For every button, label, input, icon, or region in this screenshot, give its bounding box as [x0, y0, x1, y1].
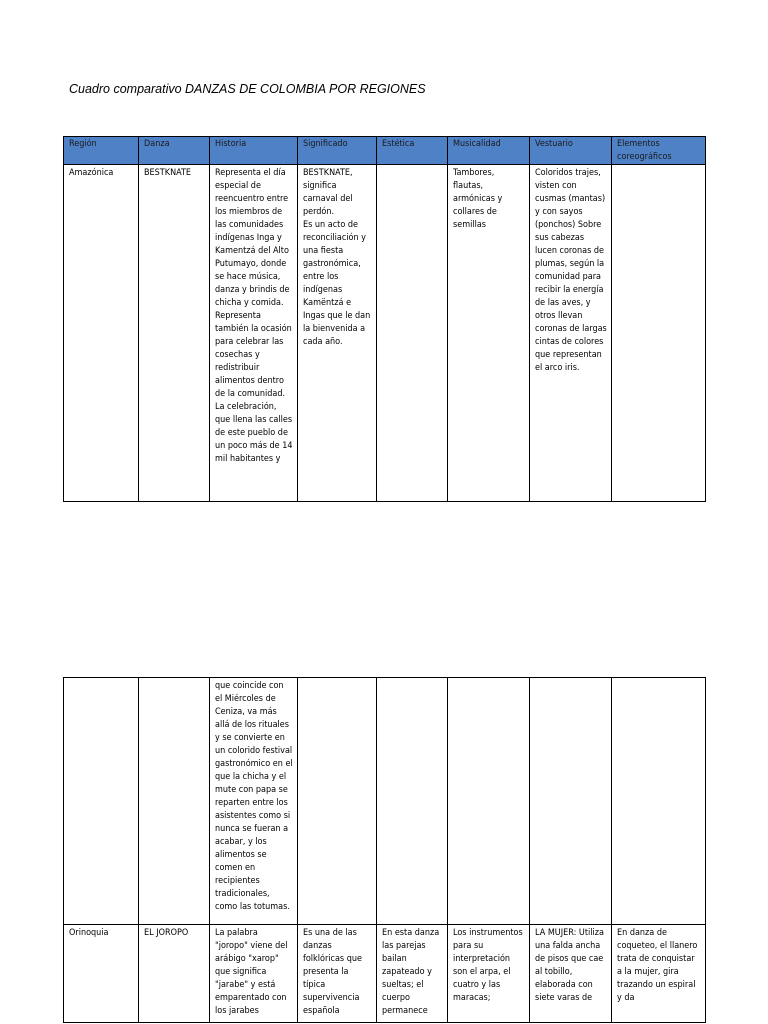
- header-danza: Danza: [139, 137, 210, 165]
- table-row-orinoquia: [64, 925, 706, 1023]
- comparison-table-page-2: [63, 677, 706, 1023]
- header-elementos-coreograficos: Elementos coreográficos: [612, 137, 706, 165]
- cell-elementos: En danza de coqueteo, el llanero trata de conquistar a la mujer, gira trazando un espiral y da: [612, 925, 706, 1023]
- cell-elementos-empty: [612, 678, 706, 925]
- document-title: Cuadro comparativo DANZAS DE COLOMBIA POR REGIONES: [69, 82, 426, 96]
- header-musicalidad: Musicalidad: [448, 137, 530, 165]
- cell-region: Orinoquia: [64, 925, 139, 1023]
- header-estetica: Estética: [377, 137, 448, 165]
- cell-estetica-empty: [377, 678, 448, 925]
- cell-significado: Es una de las danzas folklóricas que presenta la típica supervivencia española: [298, 925, 377, 1023]
- cell-estetica: [377, 165, 448, 502]
- cell-vestuario: Coloridos trajes, visten con cusmas (mantas) y con sayos (ponchos) Sobre sus cabezas lucen coronas de plumas, según la comunidad para recibir la energía de las aves, y otros llevan coronas de largas cintas de colores que representan el arco iris.: [530, 165, 612, 502]
- cell-musicalidad: Los instrumentos para su interpretación son el arpa, el cuatro y las maracas;: [448, 925, 530, 1023]
- header-historia: Historia: [210, 137, 298, 165]
- table-row-amazonica-continued: [64, 678, 706, 925]
- header-vestuario: Vestuario: [530, 137, 612, 165]
- cell-historia-continued: que coincide con el Miércoles de Ceniza, va más allá de los rituales y se convierte en un colorido festival gastronómico en el que la chicha y el mute con papa se reparten entre los asistentes como si nunca se fueran a acabar, y los alimentos se comen en recipientes tradicionales, como las totumas.: [210, 678, 298, 925]
- cell-estetica: En esta danza las parejas bailan zapateado y sueltas; el cuerpo permanece: [377, 925, 448, 1023]
- cell-historia: La palabra "joropo" viene del arábigo "xarop" que significa "jarabe" y está emparentado con los jarabes: [210, 925, 298, 1023]
- comparison-table-page-1: [63, 136, 706, 502]
- table-header-row: [64, 137, 706, 165]
- cell-elementos: [612, 165, 706, 502]
- cell-vestuario: LA MUJER: Utiliza una falda ancha de pisos que cae al tobillo, elaborada con siete varas de: [530, 925, 612, 1023]
- cell-musicalidad: Tambores, flautas, armónicas y collares de semillas: [448, 165, 530, 502]
- cell-region-empty: [64, 678, 139, 925]
- cell-danza-empty: [139, 678, 210, 925]
- table-row-amazonica: [64, 165, 706, 502]
- cell-danza: EL JOROPO: [139, 925, 210, 1023]
- header-region: Región: [64, 137, 139, 165]
- header-significado: Significado: [298, 137, 377, 165]
- cell-significado-empty: [298, 678, 377, 925]
- cell-region: Amazónica: [64, 165, 139, 502]
- cell-historia: Representa el día especial de reencuentro entre los miembros de las comunidades indígenas Inga y Kamentzá del Alto Putumayo, donde se hace música, danza y brindis de chicha y comida. Representa también la ocasión para celebrar las cosechas y redistribuir alimentos dentro de la comunidad. La celebración, que llena las calles de este pueblo de un poco más de 14 mil habitantes y: [210, 165, 298, 502]
- cell-musicalidad-empty: [448, 678, 530, 925]
- cell-danza: BESTKNATE: [139, 165, 210, 502]
- cell-vestuario-empty: [530, 678, 612, 925]
- cell-significado: BESTKNATE, significa carnaval del perdón. Es un acto de reconciliación y una fiesta gastronómica, entre los indígenas Kamëntzá e Ingas que le dan la bienvenida a cada año.: [298, 165, 377, 502]
